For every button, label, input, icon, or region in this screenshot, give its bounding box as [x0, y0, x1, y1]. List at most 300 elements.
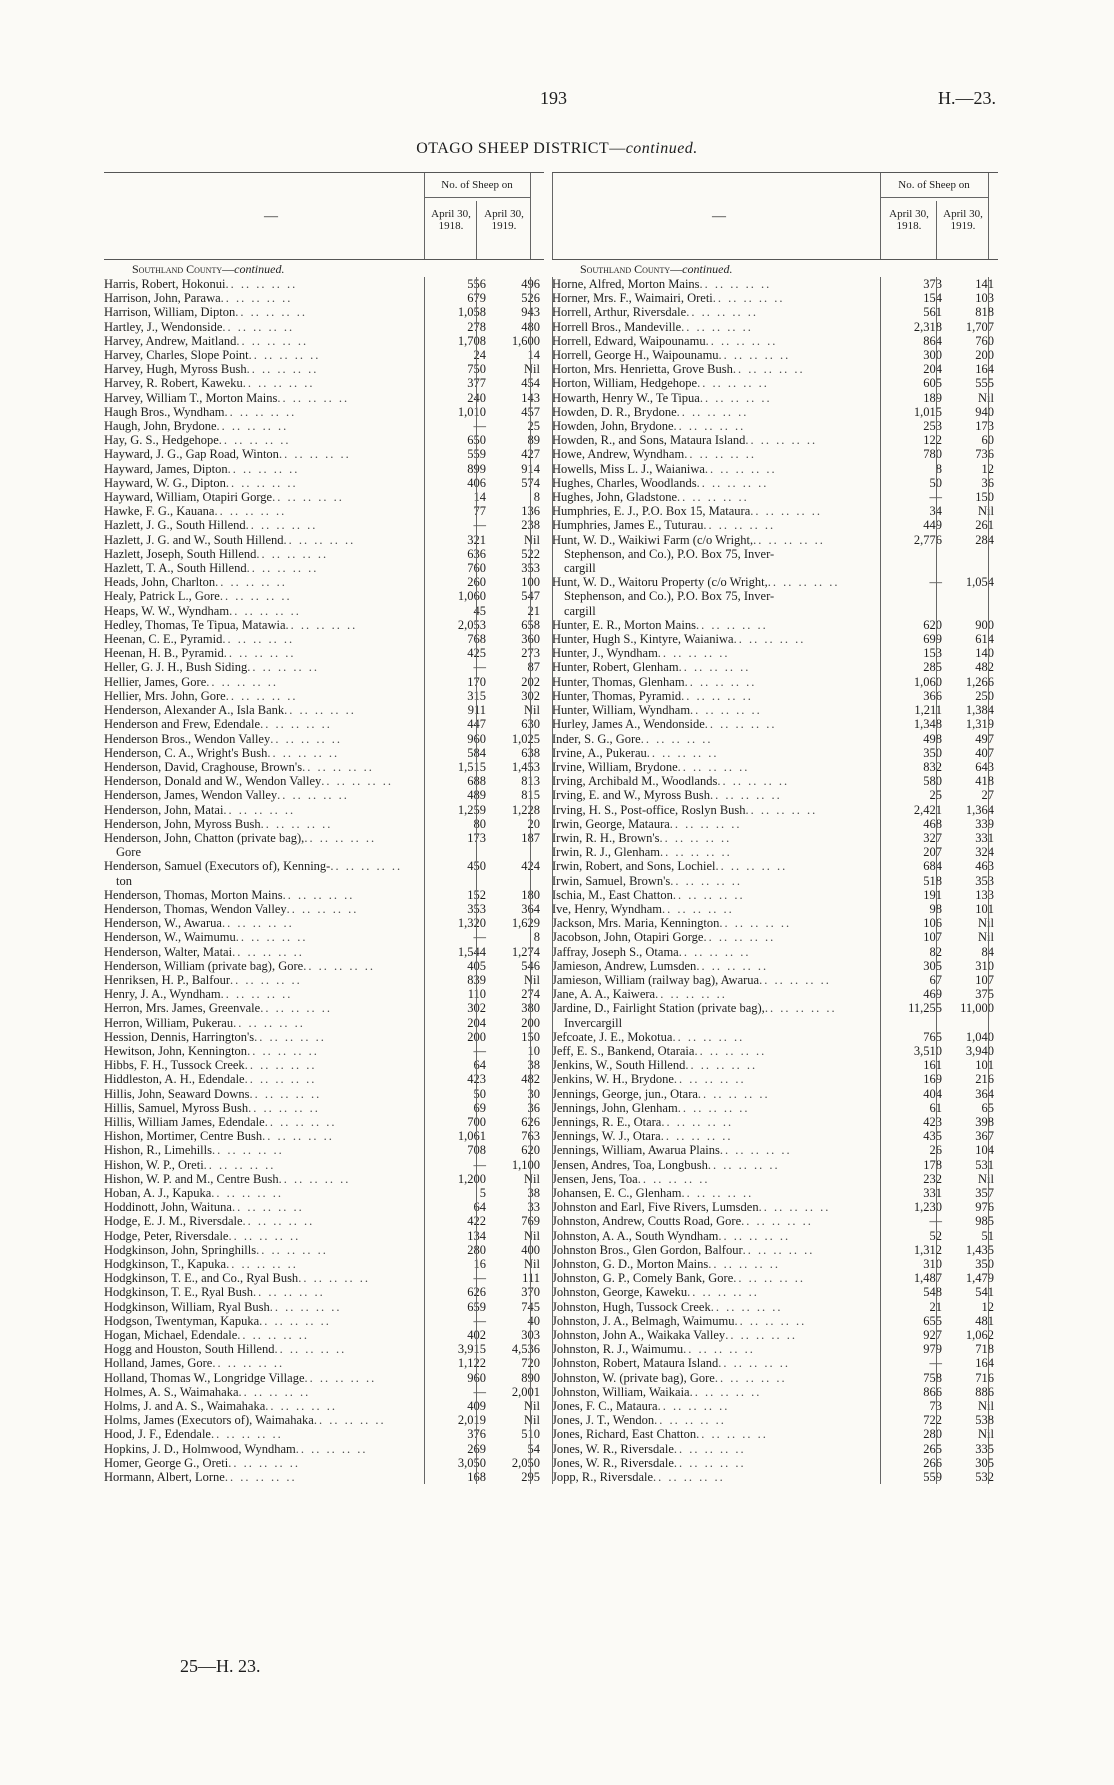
leader-dots: .. .. .. .. ..: [681, 1186, 754, 1200]
sheep-count-1919: 407: [975, 745, 994, 760]
owner-name: Hopkins, J. D., Holmwood, Wyndham: [104, 1441, 296, 1456]
leader-dots: .. .. .. .. ..: [681, 319, 753, 334]
leader-dots: .. .. .. .. ..: [725, 1328, 797, 1343]
owner-name: Harvey, Hugh, Myross Bush: [104, 362, 247, 377]
sheep-count-1919: 180: [521, 887, 540, 902]
table-row: [104, 632, 544, 646]
table-row: [104, 660, 544, 674]
table-row: [552, 746, 998, 760]
sheep-count-1918: 864: [923, 333, 942, 348]
owner-name: Holland, James, Gore: [104, 1356, 213, 1371]
sheep-count-1918: 422: [467, 1214, 486, 1229]
table-row: [552, 689, 998, 703]
table-row: [104, 1016, 544, 1030]
sheep-count-1918: 327: [923, 830, 942, 845]
sheep-count-1918: 2,776: [913, 532, 942, 547]
leader-dots: .. .. .. .. ..: [214, 504, 287, 519]
table-row: [552, 348, 998, 362]
leader-dots: .. .. .. .. ..: [235, 305, 307, 320]
leader-dots: .. .. .. .. ..: [718, 348, 791, 363]
leader-dots: .. .. .. .. ..: [223, 802, 296, 817]
table-row: [552, 732, 998, 746]
owner-name: Henderson, Alexander A., Isla Bank: [104, 703, 285, 718]
sheep-count-1918: 559: [923, 1470, 942, 1485]
sheep-count-1918: 207: [923, 845, 942, 860]
owner-name: Hayward, William, Otapiri Gorge: [104, 490, 273, 505]
sheep-count-1918: —: [473, 1384, 486, 1399]
sheep-count-1919: 574: [521, 475, 540, 490]
sheep-count-1918: 21: [929, 1299, 942, 1314]
sheep-count-1918: 518: [923, 873, 942, 888]
owner-name: Jenkins, W., South Hillend: [552, 1058, 686, 1073]
table-row: [104, 362, 544, 376]
leader-dots: .. .. .. .. ..: [741, 1214, 813, 1229]
table-row: [552, 859, 998, 873]
table-row: [104, 1172, 544, 1186]
table-row: [104, 746, 544, 760]
sheep-count-1918: 559: [467, 447, 486, 462]
sheep-count-1918: 688: [467, 774, 486, 789]
table-row: [552, 1030, 998, 1044]
leader-dots: .. .. .. .. ..: [742, 1242, 815, 1257]
table-row: [552, 1300, 998, 1314]
leader-dots: .. .. .. .. ..: [690, 703, 762, 718]
sheep-count-1919: 555: [975, 376, 994, 391]
sheep-count-1919: Nil: [978, 504, 994, 519]
sheep-count-1919: 815: [521, 788, 540, 803]
owner-name: Ischia, M., East Chatton: [552, 887, 673, 902]
sheep-count-1918: 353: [467, 901, 486, 916]
sheep-count-1918: 1,061: [457, 1129, 486, 1144]
table-row: [552, 1427, 998, 1441]
sheep-count-1919: 900: [975, 617, 994, 632]
sheep-count-1919: 370: [521, 1285, 540, 1300]
owner-name: Hogan, Michael, Edendale: [104, 1328, 238, 1343]
sheep-count-1918: 376: [467, 1427, 486, 1442]
sheep-count-1919: 658: [521, 617, 540, 632]
table-row: [552, 1470, 998, 1484]
table-row: [104, 831, 544, 845]
table-row: [552, 817, 998, 831]
table-row: [104, 391, 544, 405]
column-rule: [476, 277, 477, 1484]
leader-dots: .. .. .. .. ..: [684, 447, 756, 462]
owner-name: Hoddinott, John, Waituna: [104, 1200, 232, 1215]
owner-name: Henderson, Thomas, Morton Mains: [104, 887, 283, 902]
owner-name: Johnston, G. D., Morton Mains: [552, 1257, 709, 1272]
owner-name: Jennings, George, jun., Otara: [552, 1086, 698, 1101]
sheep-count-1919: Nil: [524, 1171, 540, 1186]
leader-dots: .. .. .. .. ..: [657, 1399, 730, 1414]
table-row: [104, 504, 544, 518]
owner-name: Jopp, R., Riversdale: [552, 1470, 654, 1485]
owner-name: Howells, Miss L. J., Waianiwa: [552, 461, 705, 476]
table-row: [552, 533, 998, 547]
sheep-count-1919: 51: [981, 1228, 994, 1243]
sheep-count-1919: 25: [527, 419, 540, 434]
owner-name: Howden, R., and Sons, Mataura Island: [552, 433, 746, 448]
sheep-count-1918: 700: [467, 1114, 486, 1129]
leader-dots: .. .. .. .. ..: [708, 1257, 781, 1272]
sheep-count-1919: 40: [527, 1313, 540, 1328]
sheep-count-1918: 548: [923, 1285, 942, 1300]
owner-name: cargill: [564, 603, 596, 618]
owner-name: Jones, W. R., Riversdale: [552, 1441, 674, 1456]
table-row: [552, 1243, 998, 1257]
table-row: [104, 916, 544, 930]
sheep-count-1918: 760: [467, 561, 486, 576]
sheep-count-1918: 204: [923, 362, 942, 377]
owner-name: Harrison, William, Dipton: [104, 305, 236, 320]
sheep-count-1919: 457: [521, 404, 540, 419]
owner-name: Henderson, James, Wendon Valley: [104, 788, 278, 803]
sheep-count-1918: [890, 1016, 946, 1030]
column-rule: [424, 277, 425, 1484]
table-row: [104, 1030, 544, 1044]
leader-dots: .. .. .. .. ..: [303, 958, 375, 973]
sheep-count-1919: 261: [975, 518, 994, 533]
sheep-count-1918: 11,255: [908, 1001, 942, 1016]
owner-name: Johnston, Robert, Mataura Island: [552, 1356, 719, 1371]
owner-name: Invercargill: [564, 1015, 623, 1030]
sheep-count-1919: 305: [975, 1455, 994, 1470]
leader-dots: .. .. .. .. ..: [253, 1285, 325, 1300]
owner-name: cargill: [564, 561, 596, 576]
sheep-count-1919: 8: [533, 930, 540, 945]
table-row: [552, 1271, 998, 1285]
sheep-count-1918: 260: [467, 575, 486, 590]
sheep-count-1918: 285: [923, 660, 942, 675]
leader-dots: .. .. .. .. ..: [210, 1427, 283, 1442]
leader-dots: .. .. .. .. ..: [661, 901, 734, 916]
sheep-count-1918: 2,019: [457, 1413, 486, 1428]
sheep-count-1919: 200: [975, 348, 994, 363]
leader-dots: .. .. .. .. ..: [216, 419, 289, 434]
sheep-count-1919: 532: [975, 1470, 994, 1485]
owner-name: Hishon, W. P. and M., Centre Bush: [104, 1171, 279, 1186]
leader-dots: .. .. .. .. ..: [225, 277, 298, 291]
owner-name: Johnston, Andrew, Coutts Road, Gore: [552, 1214, 742, 1229]
leader-dots: .. .. .. .. ..: [678, 944, 751, 959]
sheep-count-1918: 377: [467, 376, 486, 391]
owner-name: Hillis, William James, Edendale: [104, 1114, 265, 1129]
sheep-count-1919: 400: [521, 1242, 540, 1257]
sheep-count-1919: [490, 845, 544, 859]
table-row: [104, 1087, 544, 1101]
owner-name: Irwin, Samuel, Brown's: [552, 873, 671, 888]
owner-name: Horrell, Arthur, Riversdale: [552, 305, 687, 320]
table-row: [552, 916, 998, 930]
leader-dots: .. .. .. .. ..: [267, 745, 340, 760]
leader-dots: .. .. .. .. ..: [686, 305, 758, 320]
sheep-count-1918: [890, 604, 946, 618]
sheep-count-1918: 69: [473, 1100, 486, 1115]
table-row: [104, 1271, 544, 1285]
sheep-count-1919: 496: [521, 277, 540, 291]
sheep-count-1919: Nil: [524, 972, 540, 987]
owner-name: Hunter, Thomas, Pyramid: [552, 688, 682, 703]
leader-dots: .. .. .. .. ..: [262, 1129, 334, 1144]
leader-dots: .. .. .. .. ..: [685, 1058, 758, 1073]
table-row: [104, 689, 544, 703]
table-row: [552, 604, 998, 618]
section-name: Southland County—: [580, 262, 683, 276]
sheep-count-1918: 679: [467, 291, 486, 306]
sheep-count-1919: [946, 1016, 998, 1030]
sheep-count-1918: 315: [467, 688, 486, 703]
column-rule: [880, 277, 881, 1484]
column-rule: [530, 277, 531, 1484]
leader-dots: .. .. .. .. ..: [750, 504, 822, 519]
leader-dots: .. .. .. .. ..: [206, 674, 278, 689]
table-row: [104, 874, 544, 888]
table-row: [552, 973, 998, 987]
leader-dots: .. .. .. .. ..: [655, 987, 727, 1002]
table-row: [104, 817, 544, 831]
sheep-count-1918: 402: [467, 1328, 486, 1343]
sheep-count-1918: 61: [929, 1100, 942, 1115]
leader-dots: .. .. .. .. ..: [745, 802, 818, 817]
owner-name: Henderson, Walter, Matai: [104, 944, 233, 959]
table-row: [104, 845, 544, 859]
sheep-count-1918: —: [473, 518, 486, 533]
table-row: [104, 930, 544, 944]
leader-dots: [596, 561, 890, 575]
sheep-count-1919: 769: [521, 1214, 540, 1229]
table-row: [552, 305, 998, 319]
sheep-count-1919: 164: [975, 1356, 994, 1371]
sheep-count-1919: 2,001: [511, 1384, 540, 1399]
sheep-count-1918: 768: [467, 632, 486, 647]
sheep-count-1918: 1,348: [913, 717, 942, 732]
owner-name: Hoban, A. J., Kapuka: [104, 1186, 212, 1200]
owner-name: Hunter, Robert, Glenham: [552, 660, 679, 675]
sheep-count-1919: 1,384: [965, 703, 994, 718]
sheep-count-1919: 21: [527, 603, 540, 618]
sheep-count-1918: 152: [467, 887, 486, 902]
sheep-count-1919: 1,364: [965, 802, 994, 817]
owner-name: Henriksen, H. P., Balfour: [104, 972, 231, 987]
leader-dots: .. .. .. .. ..: [215, 575, 287, 590]
sheep-count-1918: 266: [923, 1455, 942, 1470]
owner-name: Irving, E. and W., Myross Bush: [552, 788, 710, 803]
sheep-count-1918: 620: [923, 617, 942, 632]
sheep-count-1919: 375: [975, 987, 994, 1002]
table-row: [552, 618, 998, 632]
table-row: [104, 902, 544, 916]
table-row: [104, 888, 544, 902]
leader-dots: .. .. .. .. ..: [233, 1015, 305, 1030]
leader-dots: .. .. .. .. ..: [697, 376, 769, 391]
owner-name: Hishon, Mortimer, Centre Bush: [104, 1129, 263, 1144]
table-row: [552, 945, 998, 959]
sheep-count-1918: 750: [467, 362, 486, 377]
title-main: OTAGO SHEEP DISTRICT—: [416, 140, 626, 157]
owner-name: ton: [116, 873, 132, 888]
sheep-count-1918: 1,060: [457, 589, 486, 604]
owner-name: Henderson, David, Craghouse, Brown's: [104, 759, 303, 774]
leader-dots: .. .. .. .. ..: [260, 1001, 332, 1016]
sheep-count-1919: 398: [975, 1114, 994, 1129]
sheep-count-1918: 425: [467, 646, 486, 661]
sheep-count-1918: [890, 589, 946, 603]
sheep-count-1919: 1,274: [511, 944, 540, 959]
leader-dots: .. .. .. .. ..: [745, 433, 818, 448]
leader-dots: .. .. .. .. ..: [228, 1455, 300, 1470]
sheep-count-1919: Nil: [978, 1171, 994, 1186]
owner-name: Harrison, John, Parawa: [104, 291, 221, 306]
owner-name: Howden, John, Brydone: [552, 419, 674, 434]
section-continued: continued.: [234, 262, 285, 276]
table-row: [552, 1115, 998, 1129]
table-row: [104, 277, 544, 291]
sheep-count-1919: 87: [527, 660, 540, 675]
sheep-count-1918: 636: [467, 546, 486, 561]
owner-name: Hewitson, John, Kennington: [104, 1043, 248, 1058]
owner-name: Hishon, R., Limehills: [104, 1143, 212, 1158]
table-row: [104, 476, 544, 490]
sheep-count-1918: 161: [923, 1058, 942, 1073]
sheep-count-1919: 36: [527, 1100, 540, 1115]
table-row: [552, 1072, 998, 1086]
sheep-count-1918: 300: [923, 348, 942, 363]
leader-dots: .. .. .. .. ..: [313, 1413, 386, 1428]
sheep-count-1918: —: [929, 575, 942, 590]
sheep-count-1919: 12: [981, 461, 994, 476]
sheep-count-1918: 178: [923, 1157, 942, 1172]
table-row: [104, 703, 544, 717]
owner-name: Herron, Mrs. James, Greenvale: [104, 1001, 261, 1016]
table-row: [104, 433, 544, 447]
sheep-count-1918: 832: [923, 759, 942, 774]
sheep-count-1918: —: [473, 1313, 486, 1328]
sheep-count-1919: 250: [975, 688, 994, 703]
table-row: [104, 305, 544, 319]
table-row: [552, 874, 998, 888]
sheep-count-1919: 626: [521, 1114, 540, 1129]
owner-name: Herron, William, Pukerau: [104, 1015, 234, 1030]
sheep-count-1919: 813: [521, 774, 540, 789]
sheep-count-1919: 140: [975, 646, 994, 661]
table-row: [104, 561, 544, 575]
leader-dots: .. .. .. .. ..: [718, 1228, 791, 1243]
table-row: [104, 1115, 544, 1129]
leader-dots: .. .. .. .. ..: [221, 916, 294, 931]
table-row: [104, 945, 544, 959]
owner-name: Heenan, H. B., Pyramid: [104, 646, 224, 661]
sheep-count-1919: 1,025: [511, 731, 540, 746]
owner-name: Henry, J. A., Wyndham: [104, 987, 221, 1002]
owner-name: Horner, Mrs. F., Waimairi, Oreti: [552, 291, 713, 306]
header-col-1919: April 30, 1919.: [943, 208, 983, 232]
sheep-count-1918: 605: [923, 376, 942, 391]
sheep-count-1918: 153: [923, 646, 942, 661]
sheep-count-1919: 1,629: [511, 916, 540, 931]
leader-dots: .. .. .. .. ..: [278, 447, 351, 462]
table-row: [552, 1356, 998, 1370]
sheep-count-1919: [946, 547, 998, 561]
sheep-count-1918: 584: [467, 745, 486, 760]
leader-dots: [622, 1016, 890, 1030]
sheep-count-1919: 638: [521, 745, 540, 760]
sheep-count-1919: 353: [521, 561, 540, 576]
sheep-count-1918: 2,318: [913, 319, 942, 334]
leader-dots: .. .. .. .. ..: [259, 1313, 331, 1328]
leader-dots: .. .. .. .. ..: [211, 1186, 284, 1200]
sheep-count-1919: 1,707: [965, 319, 994, 334]
table-row: [552, 1371, 998, 1385]
sheep-count-1918: 77: [473, 504, 486, 519]
owner-name: Harvey, Charles, Slope Point: [104, 348, 249, 363]
table-row: [104, 618, 544, 632]
sheep-count-1918: 1,708: [457, 333, 486, 348]
leader-dots: .. .. .. .. ..: [224, 404, 297, 419]
owner-name: Jane, A. A., Kaiwera: [552, 987, 656, 1002]
sheep-count-1918: 310: [923, 1257, 942, 1272]
table-row: [552, 277, 998, 291]
leader-dots: .. .. .. .. ..: [718, 1356, 791, 1371]
sheep-count-1919: 886: [975, 1384, 994, 1399]
table-row: [104, 774, 544, 788]
leader-dots: .. .. .. .. ..: [661, 1114, 734, 1129]
sheep-count-1919: 38: [527, 1058, 540, 1073]
sheep-count-1919: 339: [975, 816, 994, 831]
sheep-count-1919: 614: [975, 632, 994, 647]
table-row: [104, 1143, 544, 1157]
table-row: [104, 1186, 544, 1200]
sheep-count-1919: Nil: [524, 1228, 540, 1243]
sheep-count-1919: 630: [521, 717, 540, 732]
sheep-count-1919: 763: [521, 1129, 540, 1144]
sheep-count-1918: 278: [467, 319, 486, 334]
table-row: [552, 1442, 998, 1456]
sheep-count-1918: 708: [467, 1143, 486, 1158]
section-heading: [104, 262, 544, 277]
sheep-count-1919: 350: [975, 1257, 994, 1272]
leader-dots: .. .. .. .. ..: [244, 1058, 317, 1073]
leader-dots: .. .. .. .. ..: [286, 901, 359, 916]
leader-dots: .. .. .. .. ..: [270, 731, 342, 746]
leader-dots: .. .. .. .. ..: [330, 859, 403, 874]
leader-dots: .. .. .. .. ..: [247, 1043, 319, 1058]
table-row: [104, 376, 544, 390]
table-row: [552, 1257, 998, 1271]
sheep-count-1919: Nil: [978, 390, 994, 405]
table-row: [104, 1328, 544, 1342]
leader-dots: .. .. .. .. ..: [231, 1200, 304, 1215]
owner-name: Jackson, Mrs. Maria, Kennington: [552, 916, 720, 931]
leader-dots: .. .. .. .. ..: [227, 461, 300, 476]
sheep-count-1919: 497: [975, 731, 994, 746]
owner-name: Johnston, J. A., Belmagh, Waimumu: [552, 1313, 735, 1328]
table-row: [552, 589, 998, 603]
table-row: [552, 547, 998, 561]
table-row: [552, 774, 998, 788]
section-heading: [552, 262, 998, 277]
sheep-count-1918: 173: [467, 830, 486, 845]
leader-dots: .. .. .. .. ..: [228, 1228, 301, 1243]
section-continued: continued.: [682, 262, 733, 276]
sheep-count-1919: 531: [975, 1157, 994, 1172]
leader-dots: .. .. .. .. ..: [683, 1342, 755, 1357]
leader-dots: .. .. .. .. ..: [256, 1242, 328, 1257]
leader-dots: .. .. .. .. ..: [218, 433, 291, 448]
table-row: [552, 1129, 998, 1143]
sheep-count-1918: —: [473, 660, 486, 675]
table-row: [552, 1285, 998, 1299]
owner-name: Holmes, A. S., Waimahaka: [104, 1384, 239, 1399]
table-row: [104, 291, 544, 305]
